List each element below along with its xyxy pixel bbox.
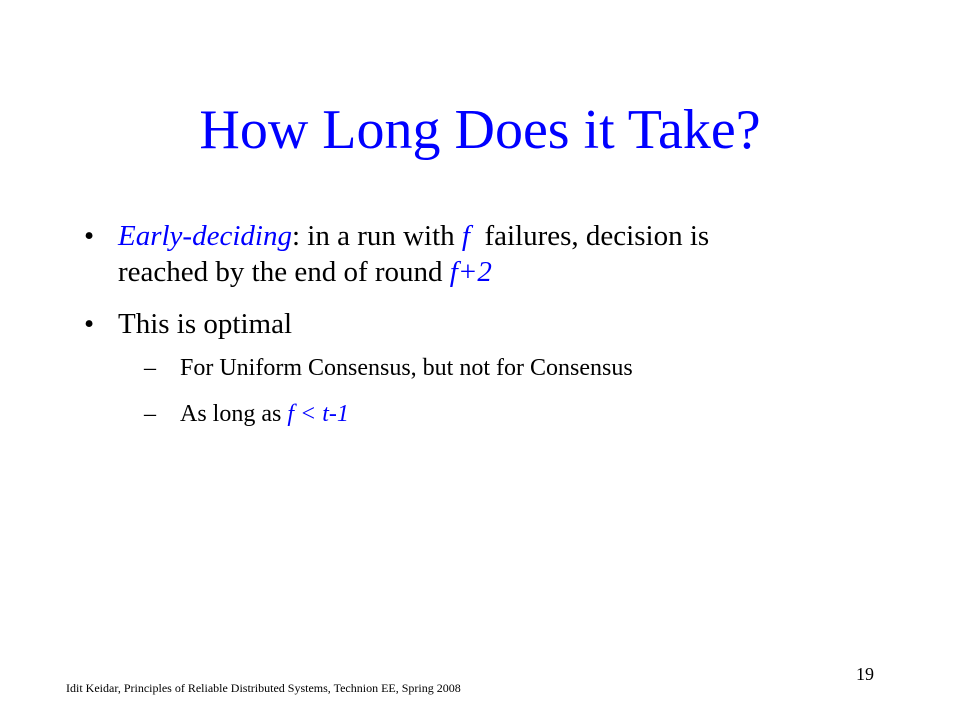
bullet-early-deciding <box>84 218 884 290</box>
dash-marker: – <box>144 355 156 381</box>
page-number: 19 <box>856 664 874 684</box>
sub-bullet-text: As long as <box>180 401 288 427</box>
bullet-text: : in a run with <box>291 220 462 252</box>
bullet-text: This is optimal <box>118 308 292 340</box>
term-early-deciding: Early-deciding <box>118 220 292 252</box>
condition-text: f < t-1 <box>287 401 349 427</box>
bullet-text-line2: reached by the end of round <box>118 256 450 288</box>
bullet-marker: • <box>84 308 95 340</box>
slide-title: How Long Does it Take? <box>199 99 761 161</box>
term-f-plus-2: f+2 <box>449 256 492 288</box>
term-f: f <box>461 220 470 252</box>
bullet-text-tail: failures, decision is <box>469 220 710 252</box>
sub-bullet-uniform-consensus <box>144 353 633 383</box>
sub-bullet-as-long-as <box>144 399 349 429</box>
bullet-optimal <box>84 306 292 342</box>
bullet-marker: • <box>84 220 95 252</box>
footer-citation: Idit Keidar, Principles of Reliable Distributed Systems, Technion EE, Spring 2008 <box>66 681 461 695</box>
sub-bullet-text: For Uniform Consensus, but not for Consensus <box>180 355 633 381</box>
dash-marker: – <box>144 401 156 427</box>
